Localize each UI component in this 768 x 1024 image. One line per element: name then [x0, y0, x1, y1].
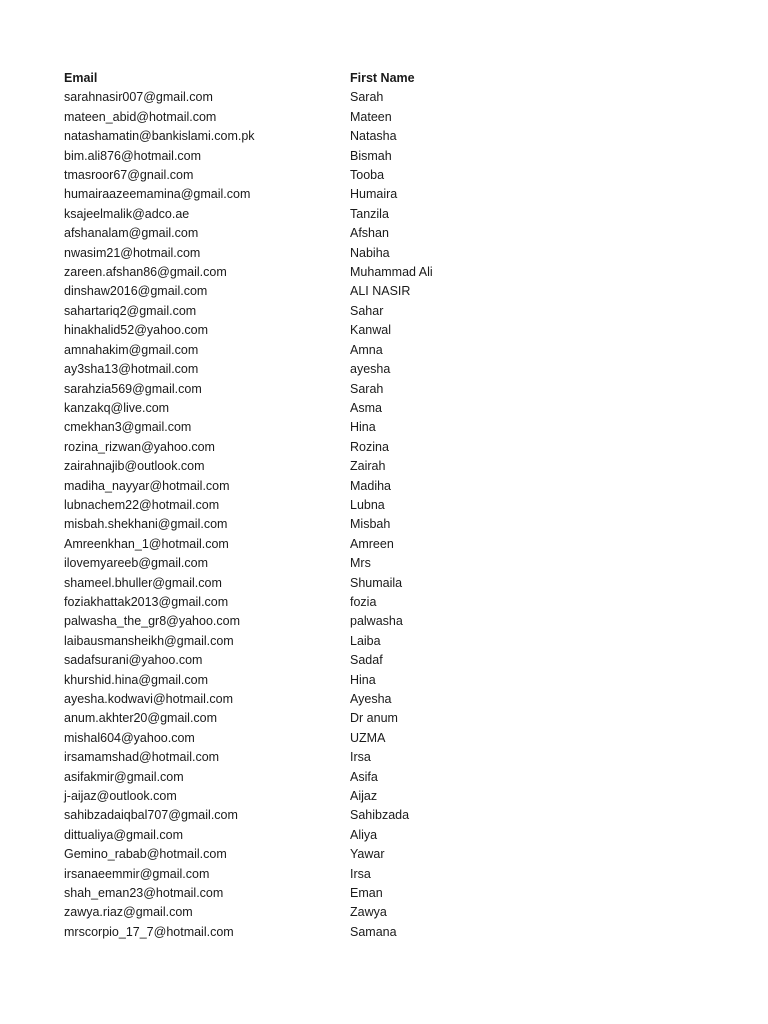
first-name-cell: Mrs [350, 556, 371, 571]
table-row [64, 224, 550, 243]
table-row [64, 729, 550, 748]
table-row [64, 127, 550, 146]
email-cell: ayesha.kodwavi@hotmail.com [64, 692, 234, 706]
email-cell: irsanaeemmir@gmail.com [64, 866, 210, 881]
email-cell: irsamamshad@hotmail.com [64, 750, 220, 765]
first-name-column-header: First Name [350, 71, 415, 85]
email-cell: humairaazeemamina@gmail.com [64, 187, 251, 202]
email-cell: amnahakim@gmail.com [64, 342, 199, 357]
email-cell: anum.akhter20@gmail.com [64, 711, 218, 726]
first-name-cell: Nabiha [350, 245, 390, 260]
email-cell: ksajeelmalik@adco.ae [64, 206, 190, 221]
email-cell: madiha_nayyar@hotmail.com [64, 478, 230, 493]
email-cell: misbah.shekhani@gmail.com [64, 517, 228, 532]
first-name-cell: Dr anum [350, 711, 398, 726]
first-name-cell: Sadaf [350, 653, 383, 668]
table-row [64, 477, 550, 496]
first-name-cell: Misbah [350, 517, 391, 532]
email-cell: kanzakq@live.com [64, 400, 170, 415]
email-cell: zareen.afshan86@gmail.com [64, 265, 227, 280]
first-name-cell: Aliya [350, 827, 378, 842]
first-name-cell: Kanwal [350, 323, 391, 338]
first-name-cell: Zairah [350, 459, 386, 474]
table-row [64, 282, 550, 301]
email-cell: sarahzia569@gmail.com [64, 381, 202, 396]
table-row [64, 244, 550, 263]
table-row [64, 787, 550, 806]
first-name-cell: Mateen [350, 109, 392, 124]
first-name-cell: Shumaila [350, 575, 403, 590]
email-cell: dinshaw2016@gmail.com [64, 284, 208, 299]
email-cell: lubnachem22@hotmail.com [64, 497, 220, 512]
email-cell: mrscorpio_17_7@hotmail.com [64, 924, 234, 939]
first-name-cell: Amreen [350, 536, 394, 551]
first-name-cell: Lubna [350, 497, 385, 512]
first-name-cell: Sahibzada [350, 808, 410, 823]
table-row [64, 845, 550, 864]
table-row [64, 593, 550, 612]
table-row [64, 671, 550, 690]
email-cell: natashamatin@bankislami.com.pk [64, 129, 255, 144]
email-cell: j-aijaz@outlook.com [64, 789, 177, 804]
email-cell: foziakhattak2013@gmail.com [64, 594, 229, 609]
first-name-cell: UZMA [350, 730, 386, 745]
first-name-cell: Asma [350, 400, 382, 415]
email-cell: hinakhalid52@yahoo.com [64, 323, 209, 338]
first-name-cell: Hina [350, 672, 376, 687]
email-cell: sahibzadaiqbal707@gmail.com [64, 808, 238, 823]
table-row [64, 457, 550, 476]
first-name-cell: Rozina [350, 439, 389, 454]
email-cell: Amreenkhan_1@hotmail.com [64, 536, 229, 551]
table-row [64, 108, 550, 127]
first-name-cell: Tanzila [350, 206, 389, 221]
email-cell: zairahnajib@outlook.com [64, 459, 205, 474]
table-row [64, 418, 550, 437]
first-name-cell: Muhammad Ali [350, 265, 433, 280]
first-name-cell: Sahar [350, 303, 384, 318]
first-name-cell: Asifa [350, 769, 378, 784]
first-name-cell: Sarah [350, 381, 384, 396]
first-name-cell: fozia [350, 594, 377, 609]
table-row [64, 166, 550, 185]
table-row [64, 399, 550, 418]
first-name-cell: Hina [350, 420, 376, 435]
table-row [64, 574, 550, 593]
first-name-cell: ALI NASIR [350, 284, 411, 299]
first-name-cell: Amna [350, 342, 383, 357]
email-cell: sadafsurani@yahoo.com [64, 653, 203, 668]
email-cell: nwasim21@hotmail.com [64, 245, 201, 260]
email-cell: zawya.riaz@gmail.com [64, 905, 193, 920]
table-row [64, 768, 550, 787]
table-row [64, 360, 550, 379]
table-row [64, 651, 550, 670]
first-name-cell: Ayesha [350, 692, 392, 706]
contacts-table [64, 69, 550, 942]
table-row [64, 826, 550, 845]
email-cell: asifakmir@gmail.com [64, 769, 184, 784]
email-cell: rozina_rizwan@yahoo.com [64, 439, 215, 454]
table-row [64, 865, 550, 884]
table-row [64, 903, 550, 922]
table-row [64, 205, 550, 224]
table-row [64, 709, 550, 728]
email-cell: palwasha_the_gr8@yahoo.com [64, 614, 240, 629]
table-row [64, 748, 550, 767]
first-name-cell: Irsa [350, 750, 371, 765]
email-cell: mishal604@yahoo.com [64, 730, 195, 745]
first-name-cell: palwasha [350, 614, 403, 629]
table-row [64, 690, 550, 709]
table-row [64, 554, 550, 573]
first-name-cell: Humaira [350, 187, 398, 202]
table-row [64, 496, 550, 515]
table-row [64, 321, 550, 340]
table-row [64, 806, 550, 825]
email-cell: sahartariq2@gmail.com [64, 303, 197, 318]
table-body [64, 88, 550, 942]
email-cell: laibausmansheikh@gmail.com [64, 633, 234, 648]
table-row [64, 302, 550, 321]
email-cell: sarahnasir007@gmail.com [64, 90, 213, 105]
first-name-cell: Sarah [350, 90, 384, 105]
email-cell: ilovemyareeb@gmail.com [64, 556, 208, 571]
first-name-cell: Afshan [350, 226, 389, 241]
first-name-cell: Bismah [350, 148, 392, 163]
first-name-cell: Tooba [350, 168, 385, 183]
table-row [64, 535, 550, 554]
first-name-cell: Natasha [350, 129, 397, 144]
first-name-cell: Yawar [350, 847, 385, 862]
email-column-header: Email [64, 71, 98, 85]
table-row [64, 185, 550, 204]
table-row [64, 923, 550, 942]
email-cell: mateen_abid@hotmail.com [64, 109, 217, 124]
first-name-cell: Aijaz [350, 789, 378, 804]
first-name-cell: Laiba [350, 633, 381, 648]
first-name-cell: Irsa [350, 866, 371, 881]
email-cell: Gemino_rabab@hotmail.com [64, 847, 227, 862]
table-row [64, 612, 550, 631]
table-header [64, 69, 550, 88]
email-cell: ay3sha13@hotmail.com [64, 362, 199, 377]
first-name-cell: Eman [350, 886, 383, 901]
first-name-cell: ayesha [350, 362, 391, 377]
first-name-cell: Madiha [350, 478, 391, 493]
table-row [64, 380, 550, 399]
first-name-cell: Samana [350, 924, 397, 939]
email-cell: shah_eman23@hotmail.com [64, 886, 224, 901]
first-name-cell: Zawya [350, 905, 387, 920]
table-row [64, 88, 550, 107]
table-row [64, 263, 550, 282]
email-cell: shameel.bhuller@gmail.com [64, 575, 222, 590]
email-cell: dittualiya@gmail.com [64, 827, 183, 842]
email-cell: bim.ali876@hotmail.com [64, 148, 202, 163]
header-row [64, 69, 550, 88]
email-cell: khurshid.hina@gmail.com [64, 672, 209, 687]
email-cell: afshanalam@gmail.com [64, 226, 199, 241]
table-row [64, 515, 550, 534]
table-row [64, 884, 550, 903]
table-row [64, 341, 550, 360]
table-row [64, 147, 550, 166]
email-cell: tmasroor67@gnail.com [64, 168, 194, 183]
table-row [64, 632, 550, 651]
table-row [64, 438, 550, 457]
email-cell: cmekhan3@gmail.com [64, 420, 192, 435]
